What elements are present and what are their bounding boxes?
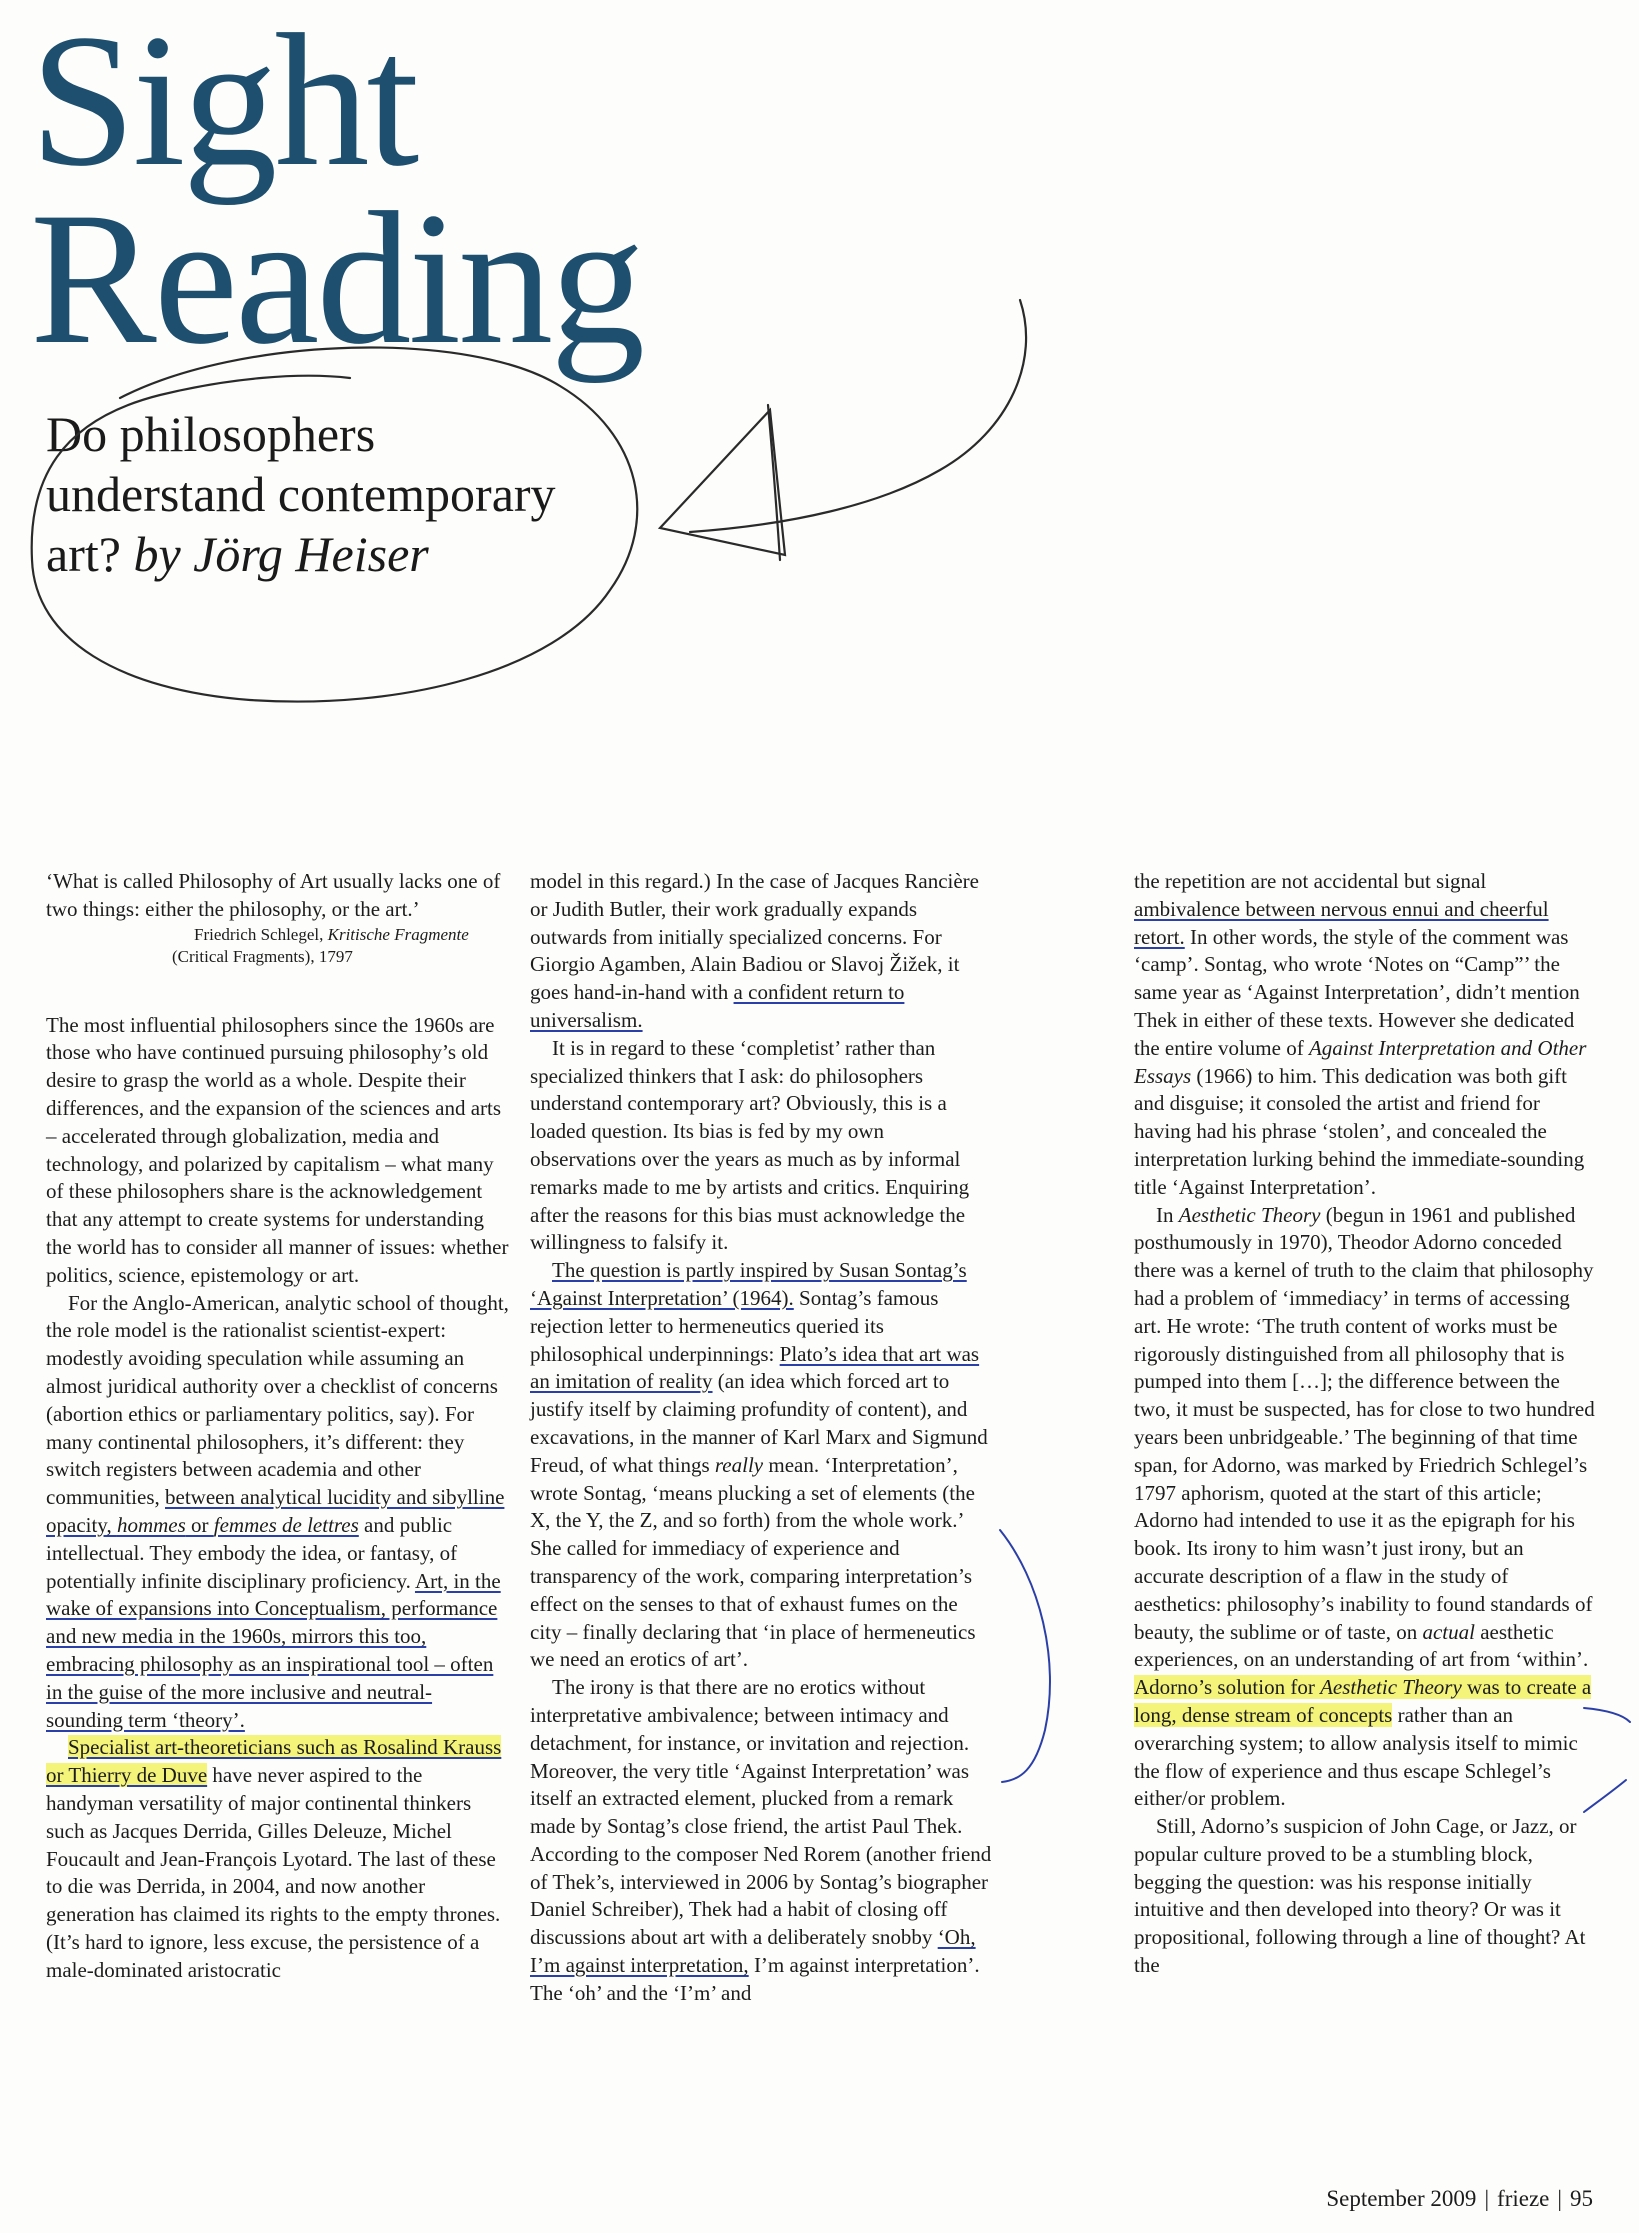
subtitle-line-1: Do philosophers bbox=[46, 406, 376, 462]
epigraph-work: Kritische Fragmente bbox=[327, 924, 469, 944]
text-run: I’m against interpretation’. The ‘oh’ and the ‘I’m’ and bbox=[530, 1953, 980, 2005]
byline: by Jörg Heiser bbox=[133, 526, 429, 582]
text-run: (an idea which forced art to justify itself by claiming profundity of content), and excavations, in the manner of Karl Marx and Sigmund Freud, of what things bbox=[530, 1369, 988, 1477]
text-run: mean. ‘Interpretation’, wrote Sontag, ‘means plucking a set of elements (the X, the Y, the Z, and so forth) from the whole work.’ She called for immediacy of experience and transparency of the work, comparing interpretation’s effect on the senses to that of exhaust fumes on the city – finally declaring that ‘in place of hermeneutics we need an erotics of art’. bbox=[530, 1452, 976, 1672]
italic-text: Against Interpretation and Other Essays bbox=[1134, 1035, 1587, 1088]
underlined-text: Plato’s idea that art was an imitation of reality bbox=[530, 1341, 980, 1394]
article-title bbox=[30, 0, 643, 384]
text-run: model in this regard.) In the case of Jacques Rancière or Judith Butler, their work gradually expands outwards from initially specialized concerns. For Giorgio Agamben, Alain Badiou or Slavoj Žižek, it goes hand-in-hand with bbox=[530, 869, 979, 1005]
epigraph-author: Friedrich Schlegel, bbox=[194, 924, 324, 944]
subtitle-line-2: understand contemporary bbox=[46, 466, 556, 522]
epigraph-detail: (Critical Fragments), 1797 bbox=[172, 946, 353, 966]
highlighted-text: was to create a long, dense stream of concepts bbox=[1134, 1675, 1592, 1727]
hand-drawn-arrow-head bbox=[660, 410, 785, 555]
text-run: (1966) to him. This dedication was both gift and disguise; it consoled the artist and friend for having had his phrase ‘stolen’, and concealed the interpretation lurking behind the immediate-sounding title ‘Against Interpretation’. bbox=[1134, 1063, 1585, 1199]
underlined-text: ambivalence between nervous ennui and cheerful retort. bbox=[1134, 896, 1549, 949]
underlined-text: ‘Oh, I’m against interpretation, bbox=[530, 1925, 976, 1978]
paragraph bbox=[1134, 868, 1597, 1202]
paragraph bbox=[530, 868, 993, 1035]
article-subtitle bbox=[46, 404, 556, 584]
spacer bbox=[46, 968, 509, 1012]
text-run: In other words, the style of the comment was ‘camp’. Sontag, who wrote ‘Notes on “Camp”’ the same year as ‘Against Interpretation’, didn’t mention Thek in either of these texts. However she dedicated the entire volume of bbox=[1134, 924, 1580, 1060]
footer-separator: | bbox=[1557, 2186, 1562, 2211]
paragraph: It is in regard to these ‘completist’ rather than specialized thinkers that I ask: do philosophers understand contemporary art? Obviously, this is a loaded question. Its bias is fed by my own observations over the years as much as by informal remarks made to me by artists and critics. Enquiring after the reasons for this bias must acknowledge the willingness to falsify it. bbox=[530, 1035, 970, 1255]
paragraph bbox=[46, 1734, 509, 1984]
text-run: the repetition are not accidental but signal bbox=[1134, 869, 1487, 893]
footer-separator: | bbox=[1484, 2186, 1490, 2211]
paragraph bbox=[46, 1290, 509, 1735]
italic-text: actual bbox=[1422, 1619, 1475, 1644]
subtitle-line-3: art? bbox=[46, 526, 121, 582]
footer-magazine: frieze bbox=[1497, 2186, 1550, 2211]
underlined-text: between analytical lucidity and sibylline opacity, bbox=[46, 1485, 505, 1537]
underlined-text: The question is partly inspired by Susan Sontag’s ‘Against Interpretation’ (1964). bbox=[530, 1258, 967, 1310]
underlined-text: a confident return to universalism. bbox=[530, 980, 905, 1032]
underlined-text: Art, in the wake of expansions into Conceptualism, performance and new media in the 1960s, mirrors this too, embracing philosophy as an inspirational tool – often in the guise of the more inclusive and neutral-sounding term ‘theory’. bbox=[46, 1568, 501, 1732]
text-run: The irony is that there are no erotics without interpretative ambivalence; between intimacy and detachment, for instance, or invitation and rejection. Moreover, the very title ‘Against Interpretation’ was itself an extracted element, plucked from a remark made by Sontag’s close friend, the artist Paul Thek. According to the composer Ned Rorem (another friend of Thek’s, interviewed in 2006 by Sontag’s biographer Daniel Schreiber), Thek had a habit of closing off discussions about art with a deliberately snobby bbox=[530, 1675, 992, 1950]
footer-date: September 2009 bbox=[1326, 2186, 1477, 2211]
highlighted-italic-text: Aesthetic Theory bbox=[1320, 1675, 1462, 1700]
paragraph bbox=[530, 1257, 993, 1674]
title-line-1: Sight bbox=[30, 0, 417, 206]
italic-text: hommes bbox=[116, 1512, 186, 1537]
margin-bracket bbox=[1000, 1530, 1050, 1782]
text-run: and public intellectual. They embody the idea, or fantasy, of potentially infinite disciplinary proficiency. bbox=[46, 1512, 458, 1593]
hand-drawn-arrow-stroke bbox=[768, 405, 780, 560]
text-run: Sontag’s famous rejection letter to hermeneutics queried its philosophical underpinnings: bbox=[530, 1285, 939, 1366]
text-run: aesthetic experiences, on an understanding of art from ‘within’. bbox=[1134, 1619, 1589, 1672]
paragraph bbox=[530, 1674, 993, 2008]
hand-drawn-arrow-curve bbox=[690, 300, 1026, 532]
italic-text: femmes de lettres bbox=[213, 1512, 359, 1537]
epigraph-attribution bbox=[46, 924, 509, 968]
paragraph: The most influential philosophers since the 1960s are those who have continued pursuing philosophy’s old desire to grasp the world as a whole. Despite their differences, and the expansion of the sciences and arts – accelerated through globalization, media and technology, and polarized by capitalism – what many of these philosophers share is the acknowledgement that any attempt to create systems for understanding the world has to consider all manner of issues: whether politics, science, epistemology or art. bbox=[46, 1012, 509, 1287]
page-footer bbox=[1326, 2186, 1593, 2212]
italic-text: really bbox=[714, 1452, 764, 1477]
highlighted-text: Adorno’s solution for bbox=[1134, 1675, 1321, 1700]
epigraph-quote: ‘What is called Philosophy of Art usually lacks one of two things: either the philosophy, or the art.’ bbox=[46, 869, 501, 921]
column-2 bbox=[530, 868, 993, 2008]
title-line-2: Reading bbox=[30, 174, 643, 384]
text-run: rather than an overarching system; to allow analysis itself to mimic the flow of experience and thus escape Schlegel’s either/or problem. bbox=[1134, 1702, 1578, 1811]
text-run: or bbox=[185, 1512, 214, 1537]
highlighted-text: Specialist art-theoreticians such as Rosalind Krauss or Thierry de Duve bbox=[46, 1735, 502, 1788]
text-run: In bbox=[1156, 1202, 1179, 1227]
text-run: (begun in 1961 and published posthumously in 1970), Theodor Adorno conceded there was a kernel of truth to the claim that philosophy had a problem of ‘immediacy’ in terms of accessing art. He wrote: ‘The truth content of works must be rigorously distinguished from all philosophy that is pumped into them […]; the difference between the two, it must be suspected, has for close to two hundred years been unbridgeable.’ The beginning of that time span, for Adorno, was marked by Friedrich Schlegel’s 1797 aphorism, quoted at the start of this article; Adorno had intended to use it as the epigraph for his book. Its irony to him wasn’t just irony, but an accurate description of a flaw in the study of aesthetics: philosophy’s inability to found standards of beauty, the sublime or of taste, on bbox=[1134, 1202, 1595, 1644]
text-run: For the Anglo-American, analytic school of thought, the role model is the rationalist scientist-expert: modestly avoiding speculation while assuming an almost juridical authority over a checklist of concerns (abortion ethics or parliamentary politics, say). For many continental philosophers, it’s different: they switch registers between academia and other communities, bbox=[46, 1290, 509, 1510]
italic-text: Aesthetic Theory bbox=[1178, 1202, 1321, 1227]
column-3 bbox=[1134, 868, 1597, 1980]
text-run: have never aspired to the handyman versatility of major continental thinkers such as Jacques Derrida, Gilles Deleuze, Michel Foucault and Jean-François Lyotard. The last of these to die was Derrida, in 2004, and now another generation has claimed its rights to the empty thrones. (It’s hard to ignore, less excuse, the persistence of a male-dominated aristocratic bbox=[46, 1763, 501, 1982]
column-1 bbox=[46, 868, 509, 1984]
paragraph: Still, Adorno’s suspicion of John Cage, or Jazz, or popular culture proved to be a stumbling block, begging the question: was his response initially intuitive and then developed into theory? Or was it propositional, following through a line of thought? At the bbox=[1134, 1814, 1586, 1978]
page-number: 95 bbox=[1570, 2186, 1593, 2211]
paragraph bbox=[1134, 1202, 1597, 1814]
